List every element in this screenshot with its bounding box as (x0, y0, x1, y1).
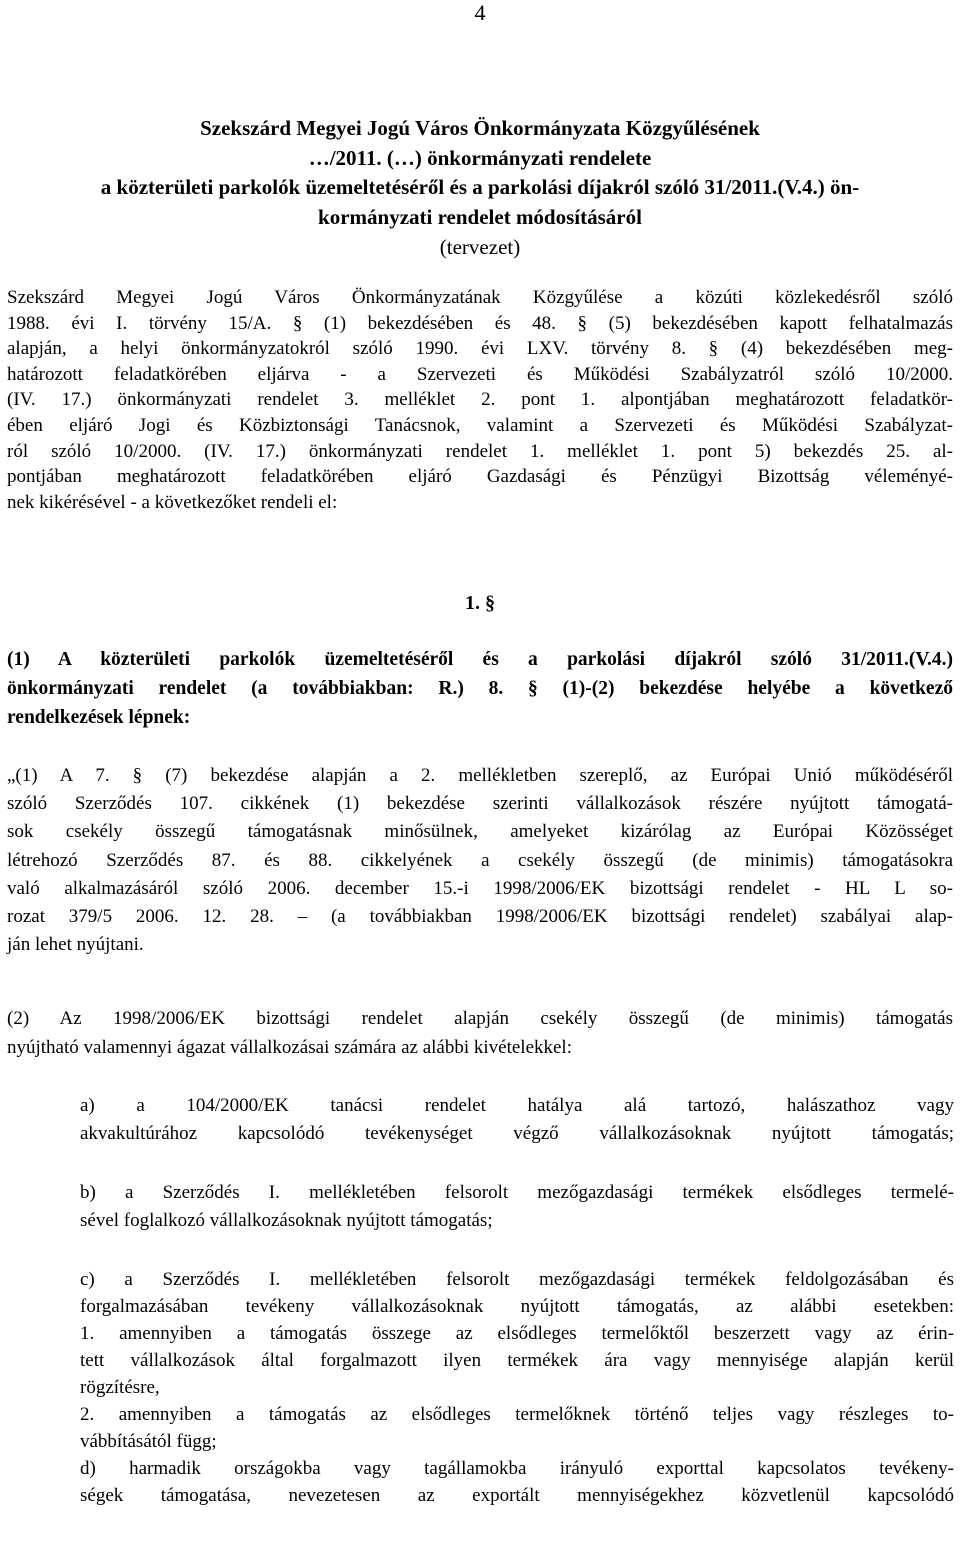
title-line: Szekszárd Megyei Jogú Város Önkormányzata Közgyűlésének (200, 116, 760, 140)
list-item-a (80, 1092, 954, 1148)
list-item-c (80, 1266, 954, 1509)
text-line: önkormányzati rendelet (a továbbiakban: R.) 8. § (1)-(2) bekezdése helyébe a következő (7, 678, 953, 699)
text-line: b) a Szerződés I. mellékletében felsorolt mezőgazdasági termékek elsődleges termelé- (80, 1182, 954, 1203)
text-line: ján lehet nyújtani. (7, 934, 144, 956)
text-line: rögzítésre, (80, 1377, 160, 1398)
text-line: (IV. 17.) önkormányzati rendelet 3. melléklet 2. pont 1. alpontjában meghatározott feladatkör- (7, 389, 953, 411)
text-line: akvakultúrához kapcsolódó tevékenységet végző vállalkozásoknak nyújtott támogatás; (80, 1123, 954, 1144)
quoted-paragraph-2 (7, 1005, 953, 1062)
text-line: alapján, a helyi önkormányzatokról szóló 1990. évi LXV. törvény 8. § (4) bekezdésében meg- (7, 338, 953, 360)
title-line: …/2011. (…) önkormányzati rendelete (308, 145, 652, 170)
text-line: vábbításától függ; (80, 1431, 217, 1452)
text-line: forgalmazásában tevékeny vállalkozásoknak nyújtott támogatás, az alábbi esetekben: (80, 1296, 954, 1317)
page-number: 4 (474, 0, 486, 25)
preamble-paragraph (7, 285, 953, 515)
text-line: ségek támogatása, nevezetesen az exportált mennyiségekhez közvetlenül kapcsolódó (80, 1485, 954, 1506)
title-line: kormányzati rendelet módosításáról (318, 204, 642, 229)
document-title (0, 114, 960, 232)
text-line: (2) Az 1998/2006/EK bizottsági rendelet alapján csekély összegű (de minimis) támogatás (7, 1008, 953, 1029)
quoted-paragraph-1 (7, 762, 953, 959)
text-line: nek kikérésével - a következőket rendeli el: (7, 491, 338, 513)
text-line: rozat 379/5 2006. 12. 28. – (a továbbiakban 1998/2006/EK bizottsági rendelet) szabályai alap- (7, 906, 953, 928)
list-item-b (80, 1179, 954, 1235)
document-subtitle: (tervezet) (439, 235, 521, 259)
text-line: rendelkezések lépnek: (7, 707, 191, 728)
text-line: való alkalmazásáról szóló 2006. december 15.-i 1998/2006/EK bizottsági rendelet - HL L so- (7, 877, 953, 899)
title-line: a közterületi parkolók üzemeltetéséről és a parkolási díjakról szóló 31/2011.(V.4.) ön- (100, 175, 860, 199)
text-line: 1988. évi I. törvény 15/A. § (1) bekezdésében és 48. § (5) bekezdésében kapott felhatalmazás (7, 312, 953, 334)
text-line: tett vállalkozások által forgalmazott ilyen termékek ára vagy mennyisége alapján kerül (80, 1350, 954, 1371)
text-line: (1) A közterületi parkolók üzemeltetéséről és a parkolási díjakról szóló 31/2011.(V.4.) (7, 649, 953, 670)
text-line: 2. amennyiben a támogatás az elsődleges termelőknek történő teljes vagy részleges to- (80, 1404, 954, 1425)
text-line: sével foglalkozó vállalkozásoknak nyújtott támogatás; (80, 1210, 493, 1231)
section-1-heading: 1. § (465, 592, 495, 614)
text-line: határozott feladatkörében eljárva - a Szervezeti és Működési Szabályzatról szóló 10/2000. (7, 363, 953, 385)
text-line: ében eljáró Jogi és Közbiztonsági Tanácsnok, valamint a Szervezeti és Működési Szabályzat- (7, 414, 953, 436)
text-line: nyújtható valamennyi ágazat vállalkozásai számára az alábbi kivételekkel: (7, 1036, 572, 1058)
text-line: „(1) A 7. § (7) bekezdése alapján a 2. mellékletben szereplő, az Európai Unió működéséről (7, 765, 953, 786)
text-line: létrehozó Szerződés 87. és 88. cikkelyének a csekély összegű (de minimis) támogatásokra (7, 849, 953, 871)
text-line: Szekszárd Megyei Jogú Város Önkormányzatának Közgyűlése a közúti közlekedésről szóló (7, 287, 953, 308)
text-line: c) a Szerződés I. mellékletében felsorolt mezőgazdasági termékek feldolgozásában és (80, 1269, 954, 1290)
text-line: szóló Szerződés 107. cikkének (1) bekezdése szerinti vállalkozások részére nyújtott támogatá- (7, 793, 953, 815)
text-line: d) harmadik országokba vagy tagállamokba irányuló exporttal kapcsolatos tevékeny- (80, 1458, 954, 1479)
text-line: 1. amennyiben a támogatás összege az elsődleges termelőktől beszerzett vagy az érin- (80, 1323, 954, 1344)
section-1-paragraph (7, 645, 953, 732)
text-line: sok csekély összegű támogatásnak minősülnek, amelyeket kizárólag az Európai Közösséget (7, 821, 953, 843)
text-line: pontjában meghatározott feladatkörében eljáró Gazdasági és Pénzügyi Bizottság véleményé- (7, 466, 953, 488)
text-line: ról szóló 10/2000. (IV. 17.) önkormányzati rendelet 1. melléklet 1. pont 5) bekezdés 25. al- (7, 440, 953, 462)
text-line: a) a 104/2000/EK tanácsi rendelet hatálya alá tartozó, halászathoz vagy (80, 1095, 954, 1116)
